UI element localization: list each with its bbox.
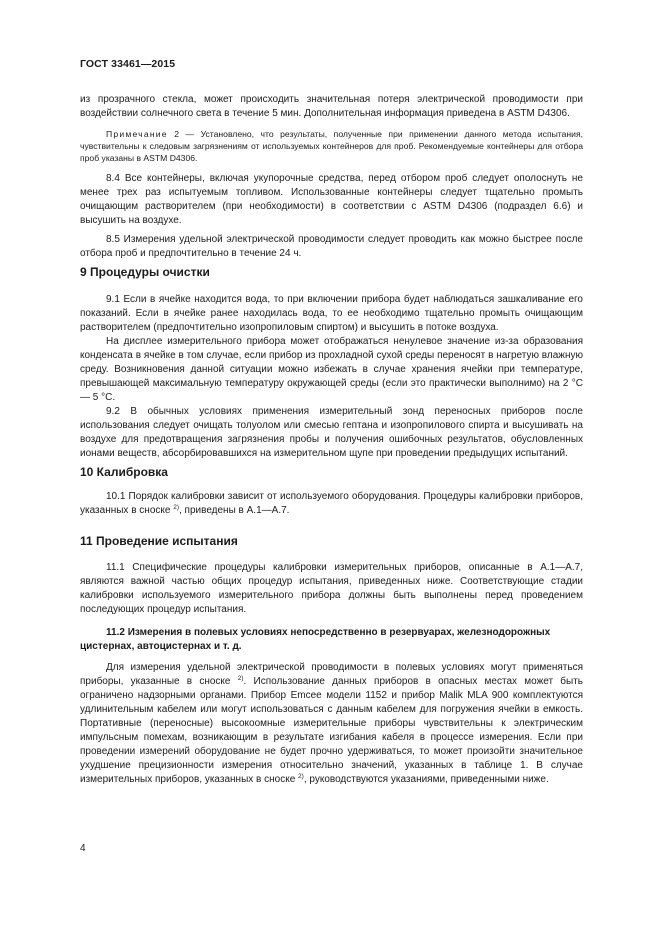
paragraph-8-4: 8.4 Все контейнеры, включая укупорочные средства, перед отбором проб следует ополоснуть не менее трех раз испытуемым топливом. Использованные контейнеры следует тщательно промыть очищающим растворителем (при необходимости) в соответствии с ASTM D4306 (подраздел 6.6) и высушить на воздухе. — [80, 172, 583, 226]
paragraph-11-2-text-a: Для измерения удельной электрической проводимости в полевых условиях могут применяться приборы, указанные в сноске — [80, 662, 583, 687]
paragraph-11-1: 11.1 Специфические процедуры калибровки измерительных приборов, описанные в А.1—А.7, являются важной частью общих процедур испытания, приведенных ниже. Соответствующие стадии калибровки используемого измерительного прибора должны быть выполнены перед проведением последующих процедур испытания. — [80, 562, 583, 615]
note-text: 2 — Установлено, что результаты, полученные при применении данного метода испытания, чувствительны к следовым загрязнениям от используемых контейнеров для проб. Рекомендуемые контейнеры для отбора проб указаны в ASTM D4306. — [80, 129, 583, 164]
continued-paragraph: из прозрачного стекла, может происходить значительная потеря электрической проводимости при воздействии солнечного света в течение 5 мин. Дополнительная информация приведена в ASTM D4306. — [80, 94, 583, 119]
note-2 — [80, 128, 583, 165]
footnote-ref: 2) — [237, 675, 244, 682]
heading-subsection-11-2: 11.2 Измерения в полевых условиях непосредственно в резервуарах, железнодорожных цистернах, автоцистернах и т. д. — [80, 627, 551, 652]
footnote-ref: 2) — [298, 773, 304, 780]
paragraph-10-1-tail: , приведены в А.1—А.7. — [179, 505, 290, 516]
paragraph-11-2-text-c: , руководствуются указаниями, приведенными ниже. — [303, 774, 549, 785]
paragraph-8-5: 8.5 Измерения удельной электрической проводимости следует проводить как можно быстрее после отбора проб и предпочтительно в течение 24 ч. — [80, 233, 583, 259]
heading-section-11: 11 Проведение испытания — [80, 534, 238, 548]
section-10-body — [80, 490, 583, 518]
paragraph-11-2-text-b: . Использование данных приборов в опасных местах может быть ограничено надзорными органами. Прибор Emcee модели 1152 и прибор Malik MLA 900 комплектуются удлинительным кабелем или могут использоваться с данным кабелем для погружения ячейки в емкость. Портативные (переносные) высокоомные измерительные приборы чувствительны к электрическим импульсным помехам, возникающим в результате изгибания кабеля в процессе измерения. Если при проведении измерений оборудование не будет прочно удерживаться, то может произойти значительное ухудшение прецизионности измерения относительно значений, указанных в таблице 1. В случае измерительных приборов, указанных в сноске — [80, 676, 583, 785]
section-11-body — [80, 561, 583, 787]
paragraph-10-1-text: 10.1 Порядок калибровки зависит от используемого оборудования. Процедуры калибровки приборов, указанных в сноске — [80, 491, 583, 516]
paragraph-9-1: 9.1 Если в ячейке находится вода, то при включении прибора будет наблюдаться зашкаливание его показаний. Если в ячейке ранее находилась вода, то ее необходимо тщательно промыть очищающим растворителем (предпочтительно изопропиловым спиртом) и высушить в потоке воздуха. — [80, 294, 583, 333]
paragraph-9-1-cont: На дисплее измерительного прибора может отображаться ненулевое значение из-за образования конденсата в ячейке в том случае, если прибор из прохладной сухой среды переносят в нагретую влажную среду. Возникновения данной ситуации можно избежать в случае хранения ячейки при температуре, превышающей максимальную температуру окружающей среды (если это практически выполнимо) на 2 °C — 5 °C. — [80, 336, 583, 403]
body-top — [80, 93, 583, 261]
standard-header: ГОСТ 33461—2015 — [80, 58, 176, 70]
page-number: 4 — [80, 843, 86, 854]
note-label: Примечание — [106, 129, 168, 139]
heading-section-10: 10 Калибровка — [80, 465, 168, 479]
paragraph-11-2 — [80, 661, 583, 787]
paragraph-10-1 — [80, 490, 583, 518]
footnote-ref: 2) — [173, 504, 179, 511]
heading-section-9: 9 Процедуры очистки — [80, 265, 210, 279]
section-9-body — [80, 293, 583, 461]
paragraph-9-2: 9.2 В обычных условиях применения измерительный зонд переносных приборов после использования следует очищать толуолом или смесью гептана и изопропилового спирта и высушивать на воздухе для предотвращения загрязнения пробы и получения ошибочных результатов, обусловленных ионами веществ, абсорбировавшихся на измерительном щупе при проведении предыдущих испытаний. — [80, 406, 583, 459]
